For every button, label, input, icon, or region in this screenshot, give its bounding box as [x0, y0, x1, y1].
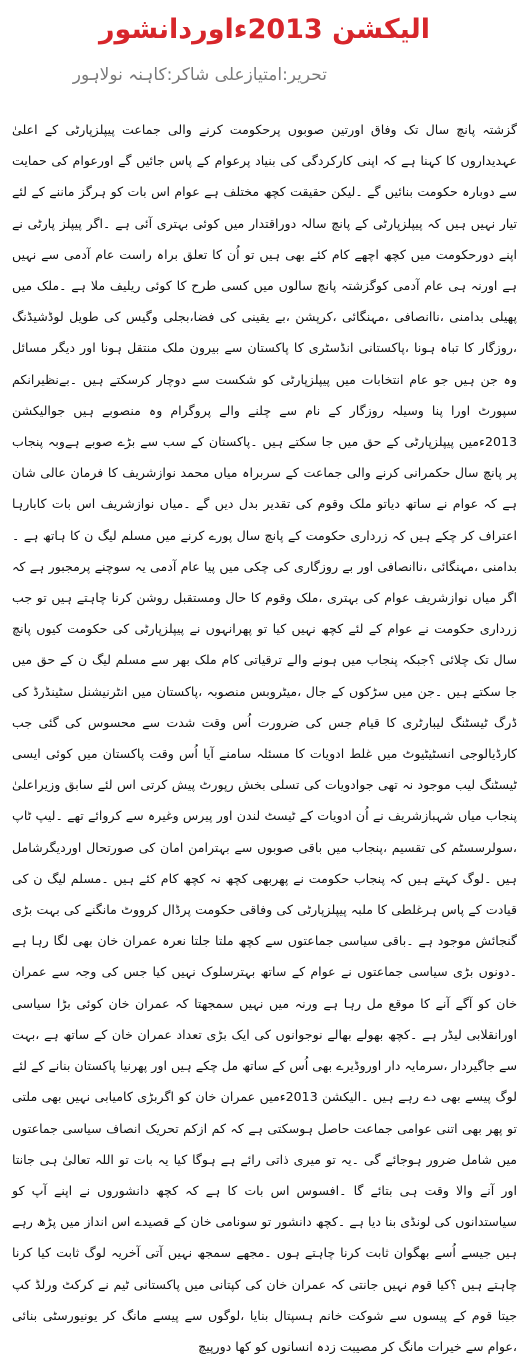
article-headline: الیکشن 2013ءاوردانشور [98, 14, 431, 45]
article-byline: تحریر:امتیازعلی شاکر:کاہنہ نولاہور [72, 65, 327, 85]
article-body: گزشتہ پانچ سال تک وفاق اورتین صوبوں پرحکومت کرنے والی جماعت پیپلزپارٹی کے اعلیٰ عہدیداروں کا کہنا ہے کہ اپنی کارکردگی کی بنیاد پرعوام کے پاس جائیں گے اورعوام کی حمایت سے دوبارہ حکومت بنائیں گے ۔لیکن حقیقت کچھ مختلف ہے عوام اس بات کو ہرگز ماننے کے لئے تیار نہیں ہیں کہ پیپلزپارٹی کے پانچ سالہ دوراقتدار میں کوئی بہتری آئی ہے ۔اگر پیپلز پارٹی نے اپنے دورحکومت میں کچھ اچھے کام کئے بھی ہیں تو اُن کا تعلق براہ راست عام آدمی سے نہیں ہے اورنہ ہی عام آدمی کوگزشتہ پانچ سالوں میں کسی طرح کا کوئی ریلیف ملا ہے ۔ملک میں پھیلی بدامنی ،ناانصافی ،مہنگائی ،کرپشن ،بے یقینی کی فضا،بجلی وگیس کی طویل لوڈشیڈنگ ،روزگار کا تباہ ہونا ،پاکستانی انڈسٹری کا پاکستان سے بیرون ملک منتقل ہونا اور دیگر مسائل وہ جن ہیں جو عام انتخابات میں پیپلزپارٹی کو شکست سے دوچار کرسکتے ہیں ۔بےنظیرانکم سپورٹ اورا پنا وسیلہ روزگار کے نام سے چلنے والے پروگرام وہ منصوبے ہیں جوالیکشن 2013ءمیں پیپلزپارٹی کے حق میں جا سکتے ہیں ۔پاکستان کے سب سے بڑے صوبے ہےوبہ پنجاب پر پانچ سال حکمرانی کرنے والی جماعت کے سربراہ میاں محمد نوازشریف کا فرمان عالی شان ہے کہ عوام نے ساتھ دیاتو ملک وقوم کی تقدیر بدل دیں گے ۔میاں نوازشریف اس بات کابارہا اعتراف کر چکے ہیں کہ زرداری حکومت کے پانچ سال پورے کرنے میں مسلم لیگ ن کا ہاتھ ہے ۔بدامنی ،مہنگائی ،ناانصافی اور بے روزگاری کی چکی میں پیا عام آدمی یہ سوچنے پرمجبور ہے کہ اگر میاں نوازشریف عوام کی بہتری ،ملک وقوم کا حال ومستقبل روشن کرنا چاہتے ہیں تو جب زرداری حکومت نے عوام کے لئے کچھ نہیں کیا تو پھرانہوں نے پیپلزپارٹی کی حکومت کیوں پانچ سال تک چلائی ؟جبکہ پنجاب میں ہونے والے ترقیاتی کام ملک بھر سے مسلم لیگ ن کے حق میں جا سکتے ہیں ۔جن میں سڑکوں کے جال ،میٹروبس منصوبہ ،پاکستان میں انٹرنیشنل سٹینڈرڈ کی ڈرگ ٹیسٹنگ لیبارٹری کا قیام جس کی ضرورت اُس وقت شدت سے محسوس کی گئی جب کارڈیالوجی انسٹیٹیوٹ میں غلط ادویات کا مسئلہ سامنے آیا اُس وقت پاکستان میں کوئی ایسی ٹیسٹنگ لیب موجود نہ تھی جوادویات کی تسلی بخش رپورٹ پیش کرتی اس لئے سابق وزیراعلیٰ پنجاب میاں شہبازشریف نے اُن ادویات کے ٹیسٹ لندن اور پیرس وغیرہ سے کروائے تھے ۔لیپ ٹاپ ،سولرسسٹم کی تقسیم ،پنجاب میں باقی صوبوں سے بہترامن امان کی صورتحال اوردیگرشامل ہیں ۔لوگ کہتے ہیں کہ پنجاب حکومت نے پھربھی کچھ نہ کچھ کام کئے ہیں ۔مسلم لیگ ن کی قیادت کے پاس ہرغلطی کا ملبہ پیپلزپارٹی کی وفاقی حکومت پرڈال کرووٹ مانگنے کی بہت بڑی گنجائش موجود ہے ۔باقی سیاسی جماعتوں سے کچھ ملتا جلتا نعرہ عمران خان بھی لگا رہا ہے ۔دونوں بڑی سیاسی جماعتوں نے عوام کے ساتھ بہترسلوک نہیں کیا جس کی وجہ سے عمران خان کو آگے آنے کا موقع مل رہا ہے ورنہ میں نہیں سمجھتا کہ عمران خان کوئی بڑا سیاسی اورانقلابی لیڈر ہے ۔کچھ بھولے بھالے نوجوانوں کی ایک بڑی تعداد عمران خان کے ساتھ ہے ،بہت سے جاگیردار ،سرمایہ دار اوروڈیرے بھی اُس کے ساتھ مل چکے ہیں اور پھرنیا پاکستان بنانے کے لئے لوگ پیسے بھی دے رہے ہیں ۔الیکشن 2013ءمیں عمران خان کو اگربڑی کامیابی نہیں بھی ملتی تو پھر بھی اتنی عوامی جماعت حاصل ہوسکتی ہے کہ کم ازکم تحریک انصاف سیاسی جماعتوں میں شامل ضرور ہوجائے گی ۔یہ تو میری ذاتی رائے ہے ہوگا کیا یہ بات تو اللہ تعالیٰ ہی جانتا اور آنے والا وقت ہی بتائے گا ۔افسوس اس بات کا ہے کہ کچھ دانشوروں نے اپنے آپ کو سیاستدانوں کی لونڈی بنا دیا ہے ۔کچھ دانشور تو سونامی خان کے قصیدے اس انداز میں پڑھ رہے ہیں جیسے اُسے بھگوان ثابت کرنا چاہتے ہوں ۔مجھے سمجھ نہیں آتی آخریہ لوگ ثابت کیا کرنا چاہتے ہیں ؟کیا قوم نہیں جانتی کہ عمران خان کی کپتانی میں پاکستانی ٹیم نے کرکٹ ورلڈ کپ جیتا قوم کے پیسوں سے شوکت خانم ہسپتال بنایا ،لوگوں سے پیسے مانگ کر یونیورسٹی بنائی ،عوام سے خیرات مانگ کر مصیبت زدہ انسانوں کو کھا دورپیچ [12, 122, 517, 1354]
